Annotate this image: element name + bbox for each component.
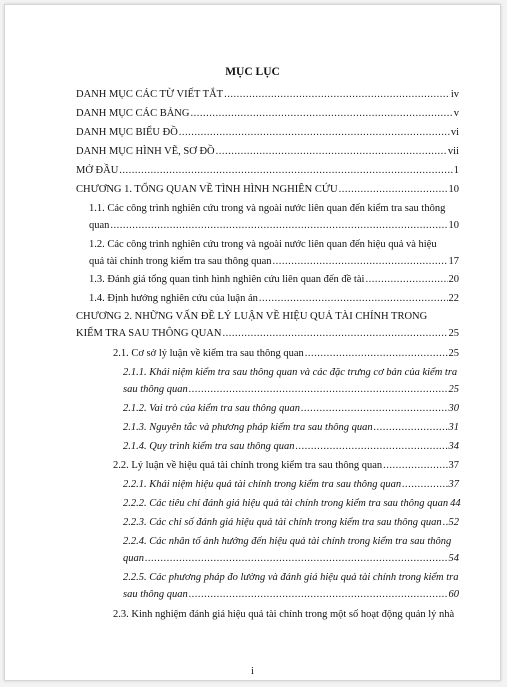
toc-page-number: 25 — [448, 384, 459, 395]
toc-page-number: 60 — [448, 589, 459, 600]
toc-page-number: 44 — [450, 498, 461, 509]
dot-leader — [383, 457, 447, 474]
dot-leader — [273, 253, 448, 270]
toc-page-number: 1 — [453, 165, 459, 176]
toc-page-number: v — [453, 108, 459, 119]
toc-entry-title: CHƯƠNG 1. TỔNG QUAN VỀ TÌNH HÌNH NGHIÊN CỨU — [76, 184, 338, 195]
dot-leader — [365, 271, 447, 288]
toc-entry-title: 2.1.3. Nguyên tắc và phương pháp kiểm tra sau thông quan — [123, 422, 373, 433]
toc-entry-title: 2.2.2. Các tiêu chí đánh giá hiệu quả tài chính trong kiểm tra sau thông quan — [123, 498, 449, 509]
dot-leader — [222, 325, 447, 342]
toc-entry[interactable] — [113, 457, 459, 474]
toc-entry[interactable] — [89, 236, 459, 270]
dot-leader — [145, 550, 448, 567]
toc-entry-title: DANH MỤC BIỂU ĐỒ — [76, 127, 178, 138]
toc-entry-title: 1.1. Các công trình nghiên cứu trong và ngoài nước liên quan đến kiểm tra sau thông — [89, 203, 446, 214]
toc-entry-title: 1.4. Định hướng nghiên cứu của luận án — [89, 293, 258, 304]
toc-page-number: 52 — [448, 517, 459, 528]
toc-entry[interactable] — [113, 345, 459, 362]
toc-entry[interactable] — [76, 105, 459, 122]
toc-page-number: vi — [450, 127, 459, 138]
toc-page-number: 17 — [448, 256, 459, 267]
dot-leader — [189, 586, 448, 603]
toc-entry-title: MỞ ĐẦU — [76, 165, 119, 176]
toc-entry-title: 2.2.1. Khái niệm hiệu quả tài chính trong kiểm tra sau thông quan — [123, 479, 402, 490]
page-title: MỤC LỤC — [225, 66, 280, 78]
toc-entry[interactable] — [123, 476, 459, 493]
toc-entry[interactable] — [89, 290, 459, 307]
toc-entry-title: DANH MỤC CÁC BẢNG — [76, 108, 190, 119]
toc-entry-title: 2.2. Lý luận về hiệu quả tài chính trong kiểm tra sau thông quan — [113, 460, 383, 471]
dot-leader — [296, 438, 448, 455]
dot-leader — [119, 162, 452, 179]
toc-entry[interactable] — [76, 143, 459, 160]
toc-entry-title: 2.1. Cơ sở lý luận về kiểm tra sau thông quan — [113, 348, 304, 359]
dot-leader — [443, 514, 448, 531]
dot-leader — [190, 105, 452, 122]
toc-page-number: iv — [450, 89, 459, 100]
toc-page-number: 25 — [448, 348, 459, 359]
toc-page-number: 54 — [448, 553, 459, 564]
dot-leader — [259, 290, 448, 307]
toc-entry-title-continued: KIỂM TRA SAU THÔNG QUAN — [76, 328, 222, 339]
toc-page-number: 34 — [448, 441, 459, 452]
toc-page-number: 37 — [448, 460, 459, 471]
toc-page-number: 31 — [448, 422, 459, 433]
dot-leader — [110, 217, 447, 234]
toc-entry[interactable] — [123, 419, 459, 436]
toc-entry-title: 2.2.4. Các nhân tố ảnh hưởng đến hiệu quả tài chính trong kiểm tra sau thông — [123, 536, 452, 547]
toc-entry-title: 2.1.2. Vai trò của kiểm tra sau thông quan — [123, 403, 301, 414]
toc-entry[interactable] — [123, 569, 459, 603]
toc-page-number: 25 — [448, 328, 459, 339]
toc-entry-title-continued: quả tài chính trong kiểm tra sau thông quan — [89, 256, 272, 267]
toc-page-number: 37 — [448, 479, 459, 490]
dot-leader — [216, 143, 447, 160]
toc-entry[interactable] — [113, 606, 459, 623]
dot-leader — [179, 124, 450, 141]
toc-entry-title: 2.2.5. Các phương pháp đo lường và đánh giá hiệu quả tài chính trong kiểm tra — [123, 572, 459, 583]
toc-entry[interactable] — [76, 308, 459, 342]
toc-entry-title: 1.3. Đánh giá tổng quan tình hình nghiên cứu liên quan đến đề tài — [89, 274, 365, 285]
dot-leader — [189, 381, 448, 398]
toc-entry-title-continued: sau thông quan — [123, 589, 188, 600]
toc-entry-title-continued: quan — [89, 220, 110, 231]
toc-entry-title-continued: quan — [123, 553, 144, 564]
toc-page-number: 20 — [448, 274, 459, 285]
toc-entry[interactable] — [123, 400, 459, 417]
dot-leader — [374, 419, 448, 436]
toc-page-number: 30 — [448, 403, 459, 414]
dot-leader — [402, 476, 447, 493]
toc-entry-title: 2.1.1. Khái niệm kiểm tra sau thông quan và các đặc trưng cơ bản của kiểm tra — [123, 367, 458, 378]
toc-entry[interactable] — [123, 364, 459, 398]
toc-page-number: 22 — [448, 293, 459, 304]
dot-leader — [305, 345, 448, 362]
toc-page-number: 10 — [448, 220, 459, 231]
toc-entry-title: DANH MỤC HÌNH VẼ, SƠ ĐỒ — [76, 146, 215, 157]
page-number: i — [251, 666, 254, 677]
toc-entry[interactable] — [89, 200, 459, 234]
toc-entry-title: 2.3. Kinh nghiệm đánh giá hiệu quả tài chính trong một số hoạt động quản lý nhà — [113, 609, 455, 620]
toc-page-number: vii — [447, 146, 459, 157]
toc-entry-title: 2.1.4. Quy trình kiểm tra sau thông quan — [123, 441, 295, 452]
toc-entry[interactable] — [76, 181, 459, 198]
dot-leader — [339, 181, 448, 198]
toc-entry[interactable] — [123, 438, 459, 455]
toc-entry-title: CHƯƠNG 2. NHỮNG VẤN ĐỀ LÝ LUẬN VỀ HIỆU QUẢ TÀI CHÍNH TRONG — [76, 311, 428, 322]
table-of-contents — [5, 5, 500, 680]
toc-entry-title-continued: sau thông quan — [123, 384, 188, 395]
toc-entry[interactable] — [76, 162, 459, 179]
toc-entry-title: 2.2.3. Các chỉ số đánh giá hiệu quả tài chính trong kiểm tra sau thông quan — [123, 517, 442, 528]
dot-leader — [301, 400, 447, 417]
toc-entry[interactable] — [123, 514, 459, 531]
toc-entry-title: DANH MỤC CÁC TỪ VIẾT TẮT — [76, 89, 224, 100]
toc-entry-title: 1.2. Các công trình nghiên cứu trong và ngoài nước liên quan đến hiệu quả và hiệu — [89, 239, 437, 250]
toc-entry[interactable] — [89, 271, 459, 288]
toc-entry[interactable] — [123, 495, 459, 512]
dot-leader — [224, 86, 450, 103]
toc-entry[interactable] — [76, 86, 459, 103]
toc-page-number: 10 — [448, 184, 459, 195]
toc-entry[interactable] — [123, 533, 459, 567]
document-page — [4, 4, 501, 681]
toc-entry[interactable] — [76, 124, 459, 141]
